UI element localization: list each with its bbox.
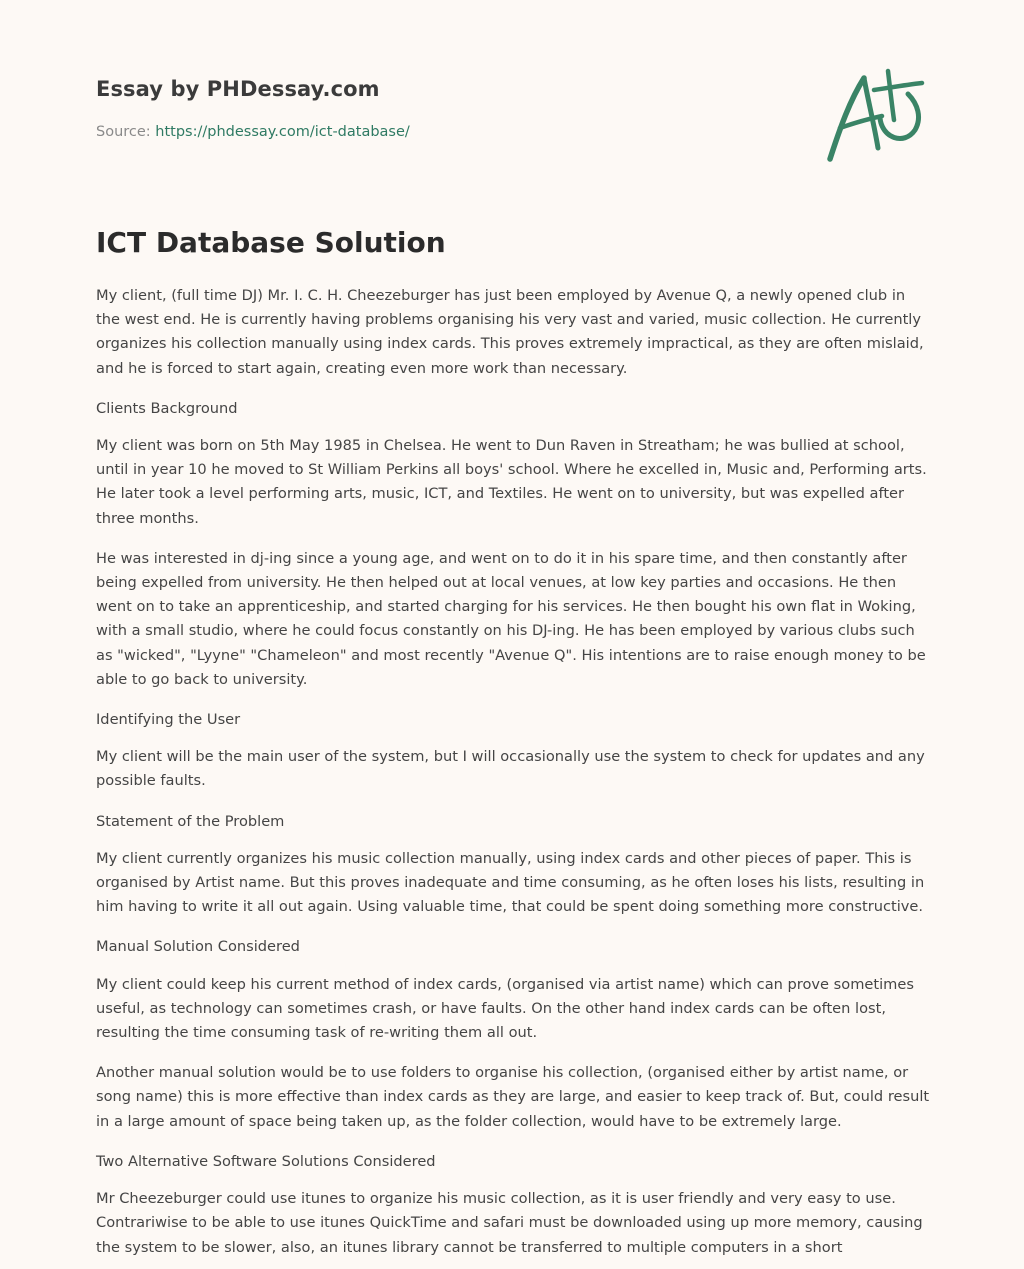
- paragraph: My client will be the main user of the system, but I will occasionally use the system to check for updates and any possible faults.: [96, 748, 925, 790]
- section-heading: Two Alternative Software Solutions Considered: [96, 1152, 436, 1170]
- section-heading: Manual Solution Considered: [96, 938, 300, 956]
- essay-title: ICT Database Solution: [96, 226, 446, 259]
- paragraph: My client was born on 5th May 1985 in Chelsea. He went to Dun Raven in Streatham; he was bullied at school, until in year 10 he moved to St William Perkins all boys' school. Where he excelled in, Music and, Performing arts. He later took a level performing arts, music, ICT, and Textiles. He went on to university, but was expelled after three months.: [96, 437, 927, 527]
- source-line: [96, 124, 410, 140]
- paragraph: My client could keep his current method of index cards, (organised via artist name) which can prove sometimes useful, as technology can sometimes crash, or have faults. On the other hand index cards can be often lost, resulting the time consuming task of re-writing them all out.: [96, 975, 914, 1042]
- section-heading: Statement of the Problem: [96, 812, 285, 830]
- paragraph: My client, (full time DJ) Mr. I. C. H. Cheezeburger has just been employed by Avenue Q, a newly opened club in the west end. He is currently having problems organising his very vast and varied, music collection. He currently organizes his collection manually using index cards. This proves extremely impractical, as they are often mislaid, and he is forced to start again, creating even more work than necessary.: [96, 287, 924, 377]
- section-heading: Clients Background: [96, 399, 238, 417]
- source-label: Source:: [96, 124, 156, 140]
- essay-body: [96, 284, 932, 1269]
- a-plus-grade-logo-icon: [818, 66, 930, 166]
- paragraph: Mr Cheezeburger could use itunes to organize his music collection, as it is user friendly and very easy to use. Contrariwise to be able to use itunes QuickTime and safari must be downloaded using up more memory, causing the system to be slower, also, an itunes library cannot be transferred to multiple computers in a short: [96, 1190, 923, 1256]
- source-link[interactable]: https://phdessay.com/ict-database/: [155, 124, 410, 140]
- paragraph: My client currently organizes his music collection manually, using index cards and other pieces of paper. This is organised by Artist name. But this proves inadequate and time consuming, as he often loses his lists, resulting in him having to write it all out again. Using valuable time, that could be spent doing something more constructive.: [96, 849, 925, 916]
- paragraph: Another manual solution would be to use folders to organise his collection, (organised either by artist name, or song name) this is more effective than index cards as they are large, and easier to keep track of. But, could result in a large amount of space being taken up, as the folder collection, would have to be extremely large.: [96, 1064, 930, 1130]
- site-brand: Essay by PHDessay.com: [96, 77, 380, 101]
- paragraph: He was interested in dj-ing since a young age, and went on to do it in his spare time, and then constantly after being expelled from university. He then helped out at local venues, at low key parties and occasions. He then went on to take an apprenticeship, and started charging for his services. He then bought his own flat in Woking, with a small studio, where he could focus constantly on his DJ-ing. He has been employed by various clubs such as "wicked", "Lyyne" "Chameleon" and most recently "Avenue Q". His intentions are to raise enough money to be able to go back to university.: [96, 549, 926, 688]
- section-heading: Identifying the User: [96, 711, 241, 729]
